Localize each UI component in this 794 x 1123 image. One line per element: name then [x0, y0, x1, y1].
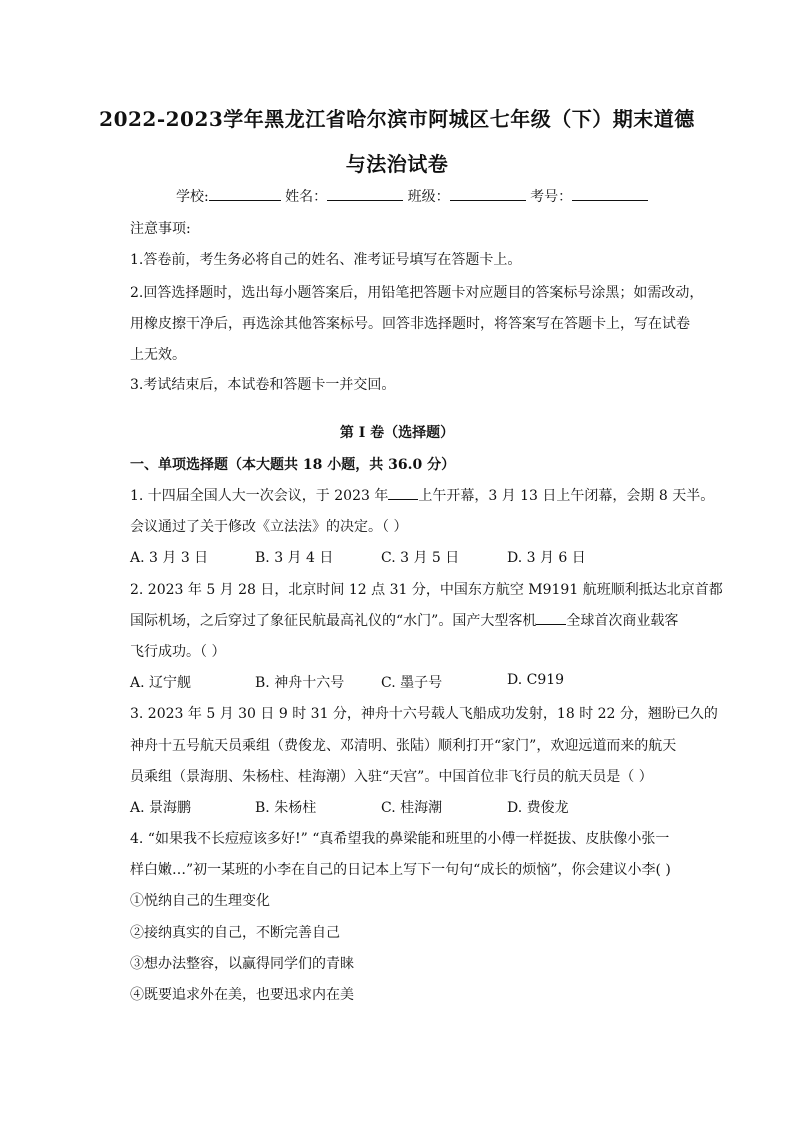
- student-info-fields: [176, 186, 648, 206]
- question-3-line-1: 3. 2023 年 5 月 30 日 9 时 31 分，神舟十六号载人飞船成功发射，18 时 22 分，翘盼已久的: [130, 706, 718, 722]
- part1-heading: 一、单项选择题（本大题共 18 小题，共 36.0 分）: [130, 457, 456, 473]
- question-2-text-post: 全球首次商业载客: [566, 613, 679, 629]
- question-3-option-d: D. 费俊龙: [507, 800, 569, 816]
- school-label: 学校:: [176, 189, 209, 205]
- notice-heading: 注意事项:: [130, 221, 191, 237]
- question-2-option-c: C. 墨子号: [381, 675, 443, 691]
- notice-item-3: 3.考试结束后，本试卷和答题卡一并交回。: [130, 377, 396, 393]
- question-2-line-1: 2. 2023 年 5 月 28 日，北京时间 12 点 31 分，中国东方航空 M9191 航班顺利抵达北京首都: [130, 582, 723, 598]
- question-4-line-1: 4. “如果我不长痘痘该多好!” “真希望我的鼻梁能和班里的小傅一样挺拔、皮肤像小张一: [130, 831, 670, 847]
- question-1-option-c: C. 3 月 5 日: [381, 550, 460, 566]
- class-blank: [450, 186, 526, 201]
- volume-heading: 第 I 卷（选择题）: [339, 425, 455, 441]
- question-1-text-pre: 1. 十四届全国人大一次会议，于 2023 年: [130, 488, 389, 504]
- exam-no-label: 考号：: [530, 189, 573, 205]
- exam-title-line2: 与法治试卷: [345, 152, 449, 176]
- exam-title-line1: 2022-2023学年黑龙江省哈尔滨市阿城区七年级（下）期末道德: [99, 107, 695, 131]
- question-2-line-3: 飞行成功。（ ）: [130, 644, 226, 660]
- question-4-item-4: ④既要追求外在美，也要迅求内在美: [130, 987, 354, 1003]
- question-2-line-2: [130, 610, 678, 630]
- class-label: 班级：: [407, 189, 450, 205]
- question-3-line-3: 员乘组（景海朋、朱杨柱、桂海潮）入驻“天宫”。中国首位非飞行员的航天员是（ ）: [130, 769, 653, 785]
- question-4-line-2: 样白嫩…”初一某班的小李在自己的日记本上写下一句句“成长的烦恼”，你会建议小李( ): [130, 862, 671, 878]
- answer-blank: [388, 487, 418, 500]
- question-3-option-a: A. 景海鹏: [130, 800, 192, 816]
- question-2-option-a: A. 辽宁舰: [130, 675, 192, 691]
- question-1-option-b: B. 3 月 4 日: [255, 550, 334, 566]
- question-3-option-b: B. 朱杨柱: [255, 800, 317, 816]
- school-blank: [209, 186, 281, 201]
- question-2-option-d: D. C919: [507, 672, 565, 688]
- question-1-line-1: [130, 485, 714, 505]
- exam-no-blank: [572, 186, 648, 201]
- notice-item-2b: 用橡皮擦干净后，再选涂其他答案标号。回答非选择题时，将答案写在答题卡上，写在试卷: [130, 316, 690, 332]
- question-1-line-2: 会议通过了关于修改《立法法》的决定。（ ）: [130, 519, 408, 535]
- question-1-text-post: 上午开幕，3 月 13 日上午闭幕，会期 8 天半。: [418, 488, 715, 504]
- question-3-line-2: 神舟十五号航天员乘组（费俊龙、邓清明、张陆）顺利打开“家门”，欢迎远道而来的航天: [130, 738, 677, 754]
- name-blank: [327, 186, 403, 201]
- question-2-option-b: B. 神舟十六号: [255, 675, 345, 691]
- notice-item-2c: 上无效。: [130, 347, 186, 363]
- notice-item-2a: 2.回答选择题时，选出每小题答案后，用铅笔把答题卡对应题目的答案标号涂黑；如需改动，: [130, 285, 704, 301]
- answer-blank: [536, 612, 566, 625]
- question-1-option-a: A. 3 月 3 日: [130, 550, 209, 566]
- question-4-item-3: ③想办法整容，以赢得同学们的青睐: [130, 956, 354, 972]
- notice-item-1: 1.答卷前，考生务必将自己的姓名、准考证号填写在答题卡上。: [130, 252, 522, 268]
- question-4-item-1: ①悦纳自己的生理变化: [130, 893, 270, 909]
- question-1-option-d: D. 3 月 6 日: [507, 550, 586, 566]
- question-4-item-2: ②接纳真实的自己，不断完善自己: [130, 925, 340, 941]
- question-3-option-c: C. 桂海潮: [381, 800, 443, 816]
- question-2-text-pre: 国际机场，之后穿过了象征民航最高礼仪的“水门”。国产大型客机: [130, 613, 537, 629]
- name-label: 姓名：: [285, 189, 328, 205]
